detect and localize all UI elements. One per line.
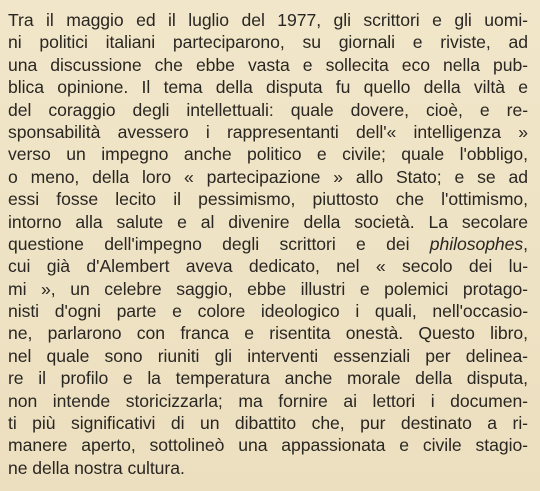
text-segment: del coraggio degli intellettuali: quale dovere, cioè, e re- [8, 99, 528, 120]
text-segment: ti più significativi di un dibattito che, pur destinato a ri- [8, 413, 528, 434]
text-segment: intorno alla salute e al divenire della società. La secolare [8, 211, 528, 232]
text-line [8, 99, 528, 121]
text-line [8, 412, 528, 434]
text-line [8, 143, 528, 165]
text-segment: sponsabilità avessero i rappresentanti dell'« intelligenza » [8, 121, 528, 142]
text-segment: ne della nostra cultura. [8, 457, 185, 478]
text-segment: essi fosse lecito il pessimismo, piuttosto che l'ottimismo, [8, 189, 528, 210]
text-segment: ne, parlarono con franca e risentita onestà. Questo libro, [8, 323, 528, 344]
text-line [8, 345, 528, 367]
text-line [8, 255, 528, 277]
text-line [8, 367, 528, 389]
text-line [8, 300, 528, 322]
text-line [8, 188, 528, 210]
text-segment: re il profilo e la temperatura anche morale della disputa, [8, 368, 528, 389]
text-segment: ni politici italiani parteciparono, su giornali e riviste, ad [8, 32, 528, 53]
text-segment: non intende storicizzarla; ma fornire ai lettori i documen- [8, 390, 528, 411]
text-segment: questione dell'impegno degli scrittori e dei [8, 233, 430, 254]
text-line [8, 322, 528, 344]
text-line [8, 278, 528, 300]
text-segment: Tra il maggio ed il luglio del 1977, gli scrittori e gli uomi- [8, 10, 528, 30]
text-line [8, 9, 528, 31]
text-line [8, 233, 528, 255]
text-segment: mi », un celebre saggio, ebbe illustri e polemici protago- [8, 278, 528, 299]
text-line [8, 457, 528, 479]
text-line [8, 54, 528, 76]
text-line [8, 121, 528, 143]
text-line [8, 211, 528, 233]
text-line [8, 76, 528, 98]
text-segment: manere aperto, sottolineò una appassionata e civile stagio- [8, 435, 528, 456]
text-line [8, 31, 528, 53]
text-segment: una discussione che ebbe vasta e sollecita eco nella pub- [8, 54, 528, 75]
blurb-paragraph [8, 9, 528, 479]
text-line [8, 166, 528, 188]
text-line [8, 390, 528, 412]
text-line [8, 434, 528, 456]
text-segment: o meno, della loro « partecipazione » allo Stato; e se ad [8, 166, 528, 187]
text-segment: cui già d'Alembert aveva dedicato, nel « secolo dei lu- [8, 256, 528, 277]
italic-term: philosophes [429, 233, 524, 254]
text-segment: blica opinione. Il tema della disputa fu quello della viltà e [8, 77, 528, 98]
text-segment: nel quale sono riuniti gli interventi essenziali per delinea- [8, 345, 528, 366]
text-segment: verso un impegno anche politico e civile; quale l'obbligo, [8, 144, 528, 165]
text-segment: nisti d'ogni parte e colore ideologico i quali, nell'occasio- [8, 301, 528, 322]
text-segment: , [523, 233, 528, 254]
